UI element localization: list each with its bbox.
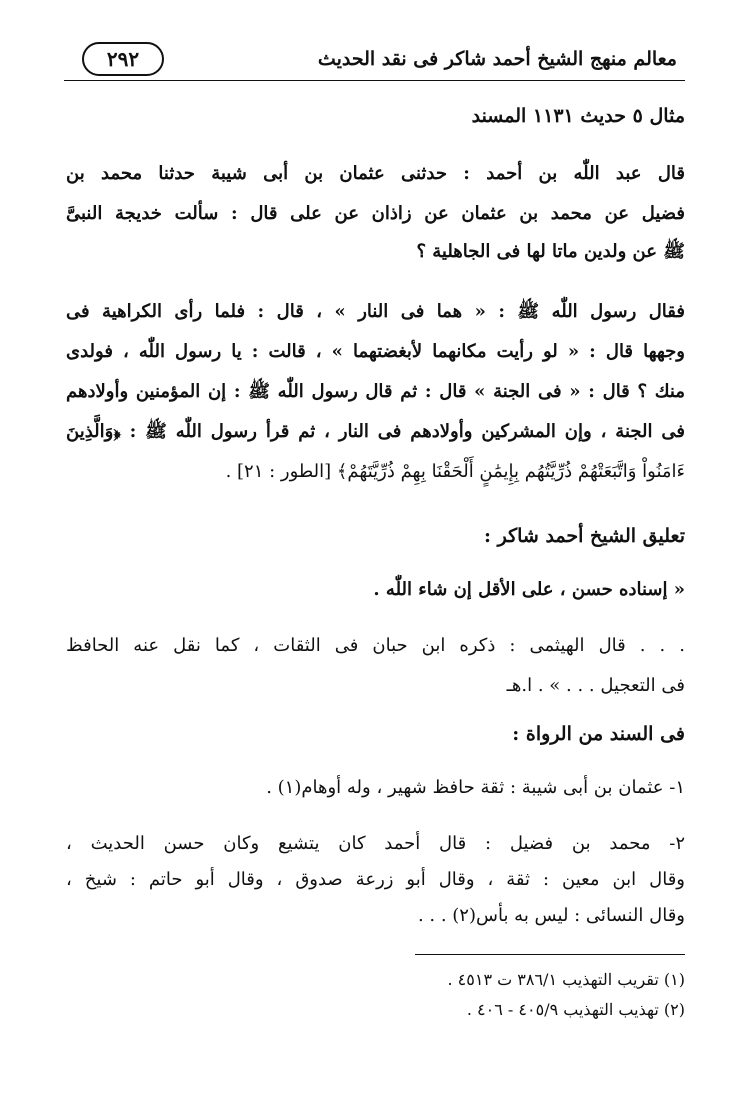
footnote: (١) تقريب التهذيب ٣٨٦/١ ت ٤٥١٣ .: [447, 970, 685, 989]
text-line: فضيل عن محمد بن عثمان عن زاذان عن على قال : سألت خديجة النبىَّ: [66, 203, 685, 224]
text-line: « إسناده حسن ، على الأقل إن شاء اللّٰه .: [373, 579, 685, 600]
section-heading: تعليق الشيخ أحمد شاكر :: [483, 525, 685, 547]
page-number: ٢٩٢: [82, 42, 164, 76]
text-line: . . . قال الهيثمى : ذكره ابن حبان فى الثقات ، كما نقل عنه الحافظ: [66, 635, 685, 656]
text-line: منك ؟ قال : « فى الجنة » قال : ثم قال رسول اللّٰه ﷺ : إن المؤمنين وأولادهم: [66, 381, 685, 402]
text-line: فقال رسول اللّٰه ﷺ : « هما فى النار » ، قال : فلما رأى الكراهية فى: [66, 301, 685, 322]
narrator-item: ٢- محمد بن فضيل : قال أحمد كان يتشيع وكان حسن الحديث ،: [66, 833, 685, 854]
text-line: وقال النسائى : ليس به بأس(٢) . . .: [417, 905, 685, 926]
footnote: (٢) تهذيب التهذيب ٤٠٥/٩ - ٤٠٦ .: [466, 1000, 685, 1019]
text-line: وقال ابن معين : ثقة ، وقال أبو زرعة صدوق ، وقال أبو حاتم : شيخ ،: [66, 869, 685, 890]
text-line: وجهها قال : « لو رأيت مكانهما لأبغضتهما » ، قالت : يا رسول اللّٰه ، فولدى: [66, 341, 685, 362]
page-header: [64, 42, 685, 86]
section-heading: فى السند من الرواة :: [512, 723, 685, 745]
running-title: معالم منهج الشيخ أحمد شاكر فى نقد الحديث: [317, 48, 677, 70]
text-line: ﷺ عن ولدين ماتا لها فى الجاهلية ؟: [416, 241, 685, 262]
text-line: فى الجنة ، وإن المشركين وأولادهم فى النار ، ثم قرأ رسول اللّٰه ﷺ : ﴿وَالَّذِينَ: [66, 421, 685, 442]
header-rule: [64, 80, 685, 81]
example-heading: مثال ٥ حديث ١١٣١ المسند: [471, 105, 685, 127]
quran-verse-line: ءَامَنُواْ وَاتَّبَعَتْهُمْ ذُرِّيَّتُهُم بِإِيمَٰنٍ أَلْحَقْنَا بِهِمْ ذُرِّيَّتَهُمْ﴾ [الطور : ٢١] .: [225, 461, 685, 482]
narrator-item: ١- عثمان بن أبى شيبة : ثقة حافظ شهير ، وله أوهام(١) .: [266, 777, 685, 798]
text-line: فى التعجيل . . . » . ا.هـ: [506, 675, 685, 696]
text-line: قال عبد اللّٰه بن أحمد : حدثنى عثمان بن أبى شيبة حدثنا محمد بن: [66, 163, 685, 184]
footnote-rule: [415, 954, 685, 955]
